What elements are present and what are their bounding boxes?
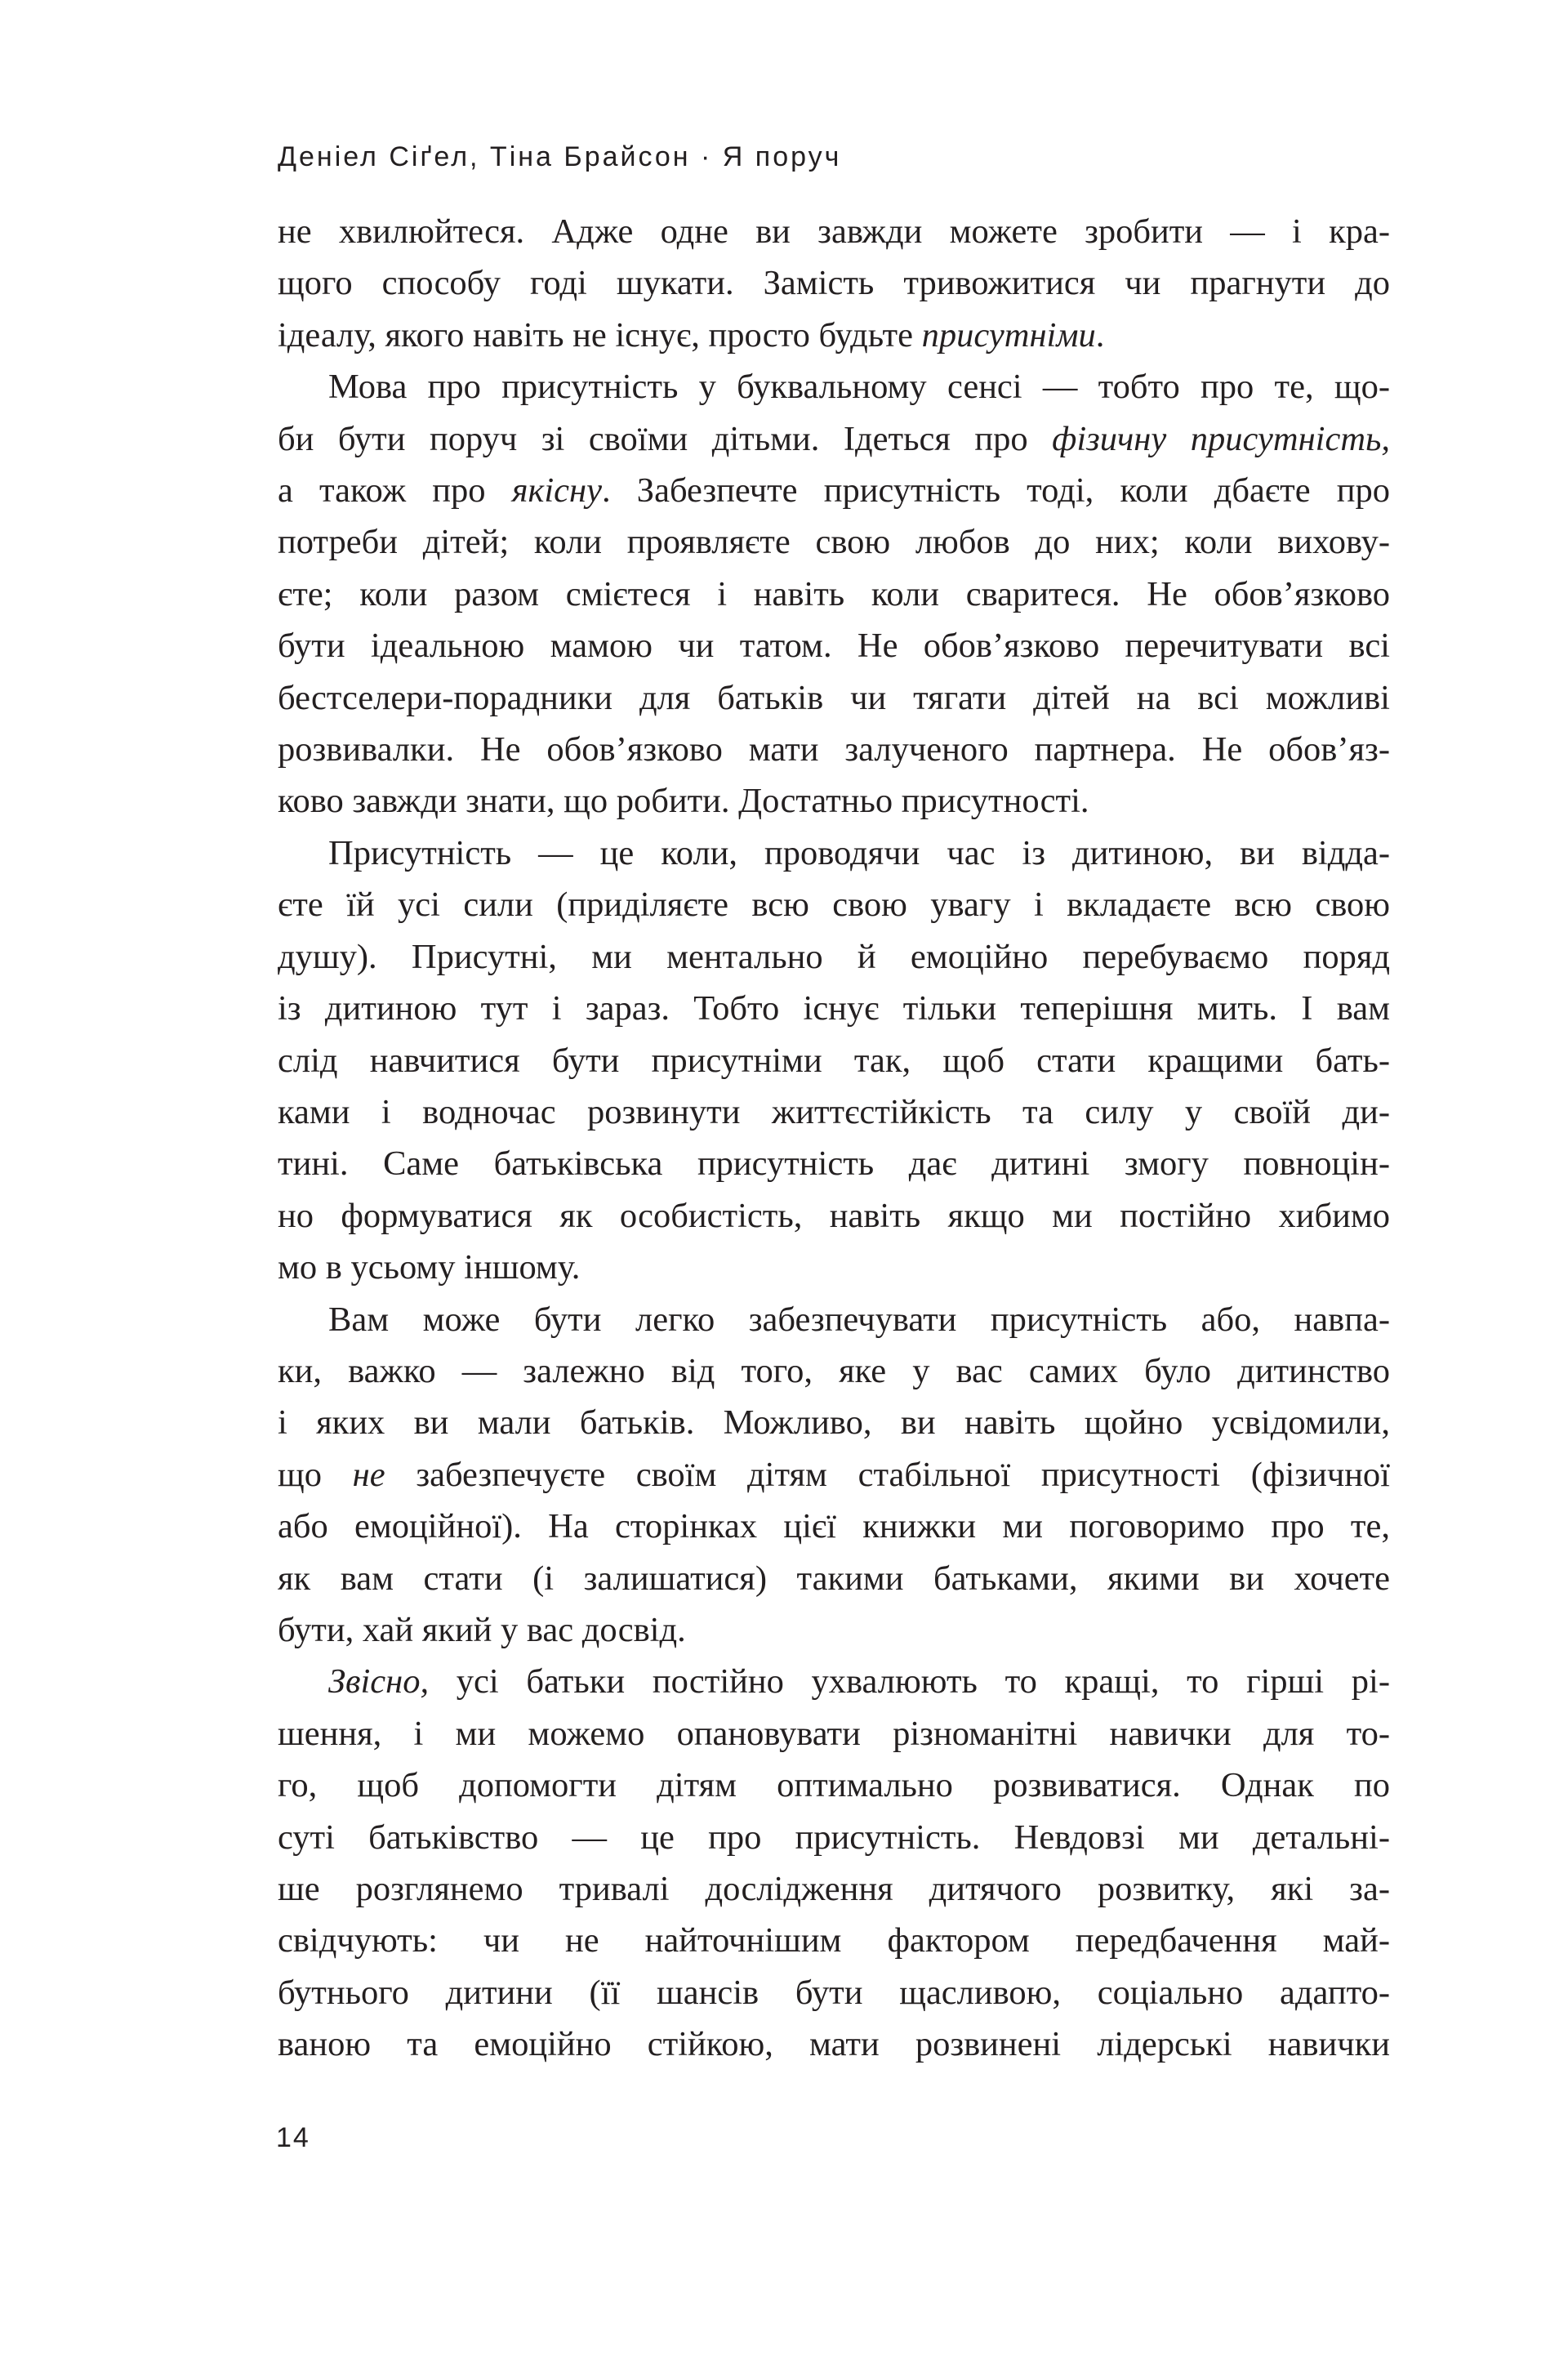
text-line: а також про якісну. Забезпечте присутність тоді, коли дбаєте про: [278, 471, 1391, 511]
text-line: суті батьківство — це про присутність. Невдовзі ми детальні-: [278, 1818, 1390, 1857]
text-line: розвивалки. Не обов’язково мати залученого партнера. Не обов’яз-: [278, 730, 1390, 769]
text-line: го, щоб допомогти дітям оптимально розвиватися. Однак по: [278, 1766, 1390, 1805]
body-text: [278, 206, 1390, 2071]
emphasis: присутніми: [921, 315, 1096, 355]
emphasis: Звісно,: [328, 1662, 430, 1702]
text-line: бути ідеальною мамою чи татом. Не обов’язково перечитувати всі: [278, 627, 1390, 666]
text-line: і яких ви мали батьків. Можливо, ви навіть щойно усвідомили,: [278, 1403, 1390, 1443]
text-line: би бути поруч зі своїми дітьми. Ідеться про фізичну присутність,: [278, 419, 1390, 458]
text-line: ваною та емоційно стійкою, мати розвинені лідерські навички: [278, 2025, 1390, 2064]
text-line: єте; коли разом смієтеся і навіть коли сваритеся. Не обов’язково: [278, 574, 1390, 613]
text-line: душу). Присутні, ми ментально й емоційно перебуваємо поряд: [278, 937, 1390, 976]
text-line: як вам стати (і залишатися) такими батьками, якими ви хочете: [278, 1559, 1390, 1598]
text-line: тині. Саме батьківська присутність дає дитині змогу повноцін-: [278, 1144, 1390, 1184]
text-line: но формуватися як особистість, навіть якщо ми постійно хибимо: [278, 1196, 1390, 1235]
text-line: шення, і ми можемо опановувати різноманітні навички для то-: [278, 1714, 1390, 1753]
text-line: ідеалу, якого навіть не існує, просто будьте присутніми.: [278, 315, 1105, 355]
text-line: потреби дітей; коли проявляєте свою любов до них; коли вихову-: [278, 523, 1390, 562]
emphasis: не: [352, 1455, 385, 1494]
text-line: бути, хай який у вас досвід.: [278, 1610, 686, 1649]
page-number: 14: [276, 2122, 310, 2153]
text-line: не хвилюйтеся. Адже одне ви завжди можете зробити — і кра-: [278, 212, 1390, 251]
text-line: єте їй усі сили (приділяєте всю свою увагу і вкладаєте всю свою: [278, 885, 1390, 925]
emphasis: фізичну присутність,: [1052, 419, 1390, 458]
text-line: бутнього дитини (її шансів бути щасливою, соціально адапто-: [278, 1973, 1390, 2012]
text-line: щого способу годі шукати. Замість тривожитися чи прагнути до: [278, 264, 1390, 303]
text-line: мо в усьому іншому.: [278, 1248, 581, 1287]
text-line: ково завжди знати, що робити. Достатньо присутності.: [278, 782, 1089, 821]
text-line: слід навчитися бути присутніми так, щоб стати кращими бать-: [278, 1041, 1390, 1080]
text-line: що не забезпечуєте своїм дітям стабільної присутності (фізичної: [278, 1455, 1390, 1494]
running-head: Деніел Сіґел, Тіна Брайсон · Я поруч: [278, 141, 842, 172]
text-line: або емоційної). На сторінках цієї книжки ми поговоримо про те,: [278, 1507, 1390, 1546]
text-line: із дитиною тут і зараз. Тобто існує тільки теперішня мить. І вам: [278, 989, 1390, 1028]
text-line: бестселери-порадники для батьків чи тягати дітей на всі можливі: [278, 678, 1390, 717]
text-line: ками і водночас розвинути життєстійкість та силу у своїй ди-: [278, 1092, 1390, 1131]
text-line: Присутність — це коли, проводячи час із дитиною, ви відда-: [328, 833, 1390, 872]
text-line: свідчують: чи не найточнішим фактором передбачення май-: [278, 1921, 1390, 1960]
text-line: ки, важко — залежно від того, яке у вас самих було дитинство: [278, 1351, 1390, 1390]
text-line: Мова про присутність у буквальному сенсі — тобто про те, що-: [328, 368, 1390, 407]
text-line: ше розглянемо тривалі дослідження дитячого розвитку, які за-: [278, 1870, 1390, 1908]
emphasis: якісну: [511, 471, 602, 511]
text-line: Звісно, усі батьки постійно ухвалюють то кращі, то гірші рі-: [328, 1662, 1390, 1702]
text-line: Вам може бути легко забезпечувати присутність або, навпа-: [328, 1300, 1390, 1339]
